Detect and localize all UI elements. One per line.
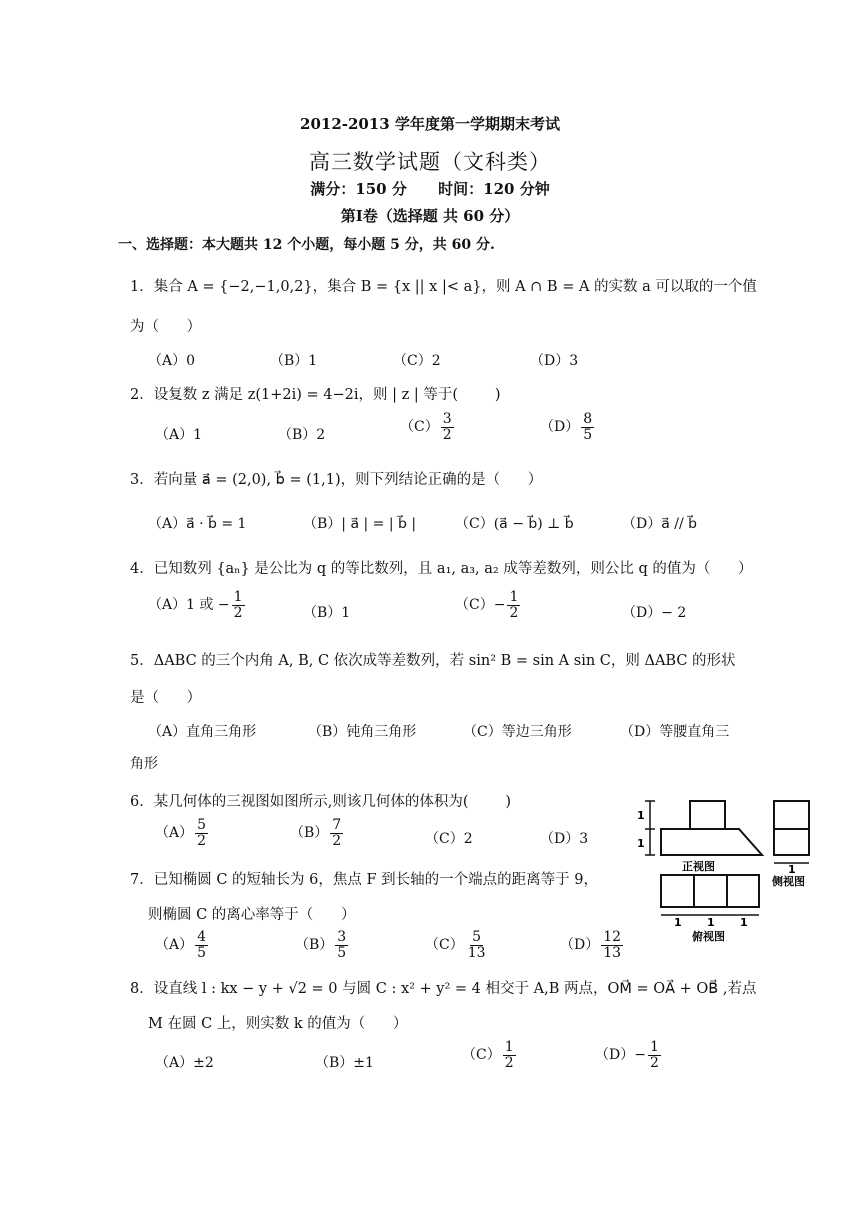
q4-option-a-label: （A）1 或 − bbox=[148, 597, 230, 614]
fraction-denominator: 5 bbox=[197, 944, 207, 961]
fraction-denominator: 2 bbox=[442, 426, 452, 443]
three-view-figure bbox=[634, 795, 814, 945]
q2-option-d-label: （D） bbox=[540, 419, 580, 436]
q5-option-c: （C）等边三角形 bbox=[463, 724, 572, 740]
q2-option-d-fraction bbox=[581, 412, 594, 442]
fraction-denominator: 2 bbox=[504, 1054, 514, 1071]
q6-option-b-fraction bbox=[330, 818, 343, 848]
section-heading: 一、选择题：本大题共 12 个小题，每小题 5 分，共 60 分. bbox=[118, 237, 495, 253]
fraction-numerator: 8 bbox=[583, 411, 593, 427]
fraction-numerator: 3 bbox=[442, 411, 452, 427]
q8-option-b: （B）±1 bbox=[315, 1055, 374, 1071]
q6-option-b bbox=[290, 818, 345, 848]
q8-option-c-label: （C） bbox=[462, 1047, 501, 1064]
fraction-numerator: 1 bbox=[649, 1039, 659, 1055]
q8-option-d-label: （D）− bbox=[595, 1047, 646, 1064]
q6-option-b-label: （B） bbox=[290, 825, 329, 842]
front-view-label: 正视图 bbox=[682, 860, 715, 873]
q5-option-d: （D）等腰直角三 bbox=[620, 724, 730, 740]
q6-stem: 6．某几何体的三视图如图所示,则该几何体的体积为( ) bbox=[130, 794, 512, 810]
fraction-numerator: 12 bbox=[603, 929, 622, 945]
q7-option-d-label: （D） bbox=[560, 937, 600, 954]
q2-option-b: （B）2 bbox=[278, 427, 326, 443]
q2-option-d bbox=[540, 412, 596, 442]
q6-option-a-fraction bbox=[195, 818, 208, 848]
q8-option-d-fraction bbox=[648, 1040, 661, 1070]
fraction-denominator: 5 bbox=[583, 426, 593, 443]
fraction-denominator: 2 bbox=[197, 832, 207, 849]
q6-option-c: （C）2 bbox=[425, 831, 473, 847]
fraction-numerator: 1 bbox=[504, 1039, 514, 1055]
fraction-denominator: 13 bbox=[467, 944, 486, 961]
fraction-denominator: 2 bbox=[509, 604, 519, 621]
q8-stem-line2: M 在圆 C 上，则实数 k 的值为（ ） bbox=[148, 1016, 408, 1032]
volume-title: 第Ⅰ卷（选择题 共 60 分） bbox=[340, 207, 520, 225]
q5-option-a: （A）直角三角形 bbox=[148, 724, 257, 740]
q2-option-c bbox=[400, 412, 456, 442]
q2-option-c-fraction bbox=[441, 412, 454, 442]
top-dim-label-1: 1 bbox=[674, 916, 682, 929]
top-view-label: 俯视图 bbox=[692, 930, 725, 943]
q4-option-c-label: （C）− bbox=[455, 597, 506, 614]
q7-stem-line2: 则椭圆 C 的离心率等于（ ） bbox=[148, 907, 356, 923]
fraction-numerator: 1 bbox=[509, 589, 519, 605]
q7-option-c bbox=[425, 930, 490, 960]
q6-option-d: （D）3 bbox=[540, 831, 589, 847]
score-time: 满分：150 分 时间：120 分钟 bbox=[310, 180, 550, 198]
q4-stem: 4．已知数列 {aₙ} 是公比为 q 的等比数列，且 a₁, a₃, a₂ 成等差数列，则公比 q 的值为（ ） bbox=[130, 561, 753, 577]
q7-option-b bbox=[295, 930, 350, 960]
q4-option-c-fraction bbox=[507, 590, 520, 620]
fraction-denominator: 2 bbox=[233, 604, 243, 621]
fraction-numerator: 1 bbox=[233, 589, 243, 605]
q8-option-d bbox=[595, 1040, 663, 1070]
top-dim-label-2: 1 bbox=[707, 916, 715, 929]
q2-stem: 2．设复数 z 满足 z(1+2i) = 4−2i，则 | z | 等于( ) bbox=[130, 387, 501, 403]
q3-option-c: （C）(a⃗ − b⃗) ⊥ b⃗ bbox=[455, 516, 574, 532]
q5-stem-line1: 5．ΔABC 的三个内角 A, B, C 依次成等差数列，若 sin² B = sin A sin C，则 ΔABC 的形状 bbox=[130, 653, 736, 669]
fraction-numerator: 5 bbox=[472, 929, 482, 945]
q4-option-a bbox=[148, 590, 247, 620]
fraction-numerator: 5 bbox=[197, 817, 207, 833]
fraction-denominator: 2 bbox=[649, 1054, 659, 1071]
front-dim-label-top: 1 bbox=[637, 809, 645, 822]
q7-option-c-label: （C） bbox=[425, 937, 464, 954]
q1-stem-line2: 为（ ） bbox=[130, 319, 202, 335]
q7-option-a-label: （A） bbox=[155, 937, 194, 954]
q3-option-b: （B）| a⃗ | = | b⃗ | bbox=[303, 516, 417, 532]
q7-option-b-label: （B） bbox=[295, 937, 334, 954]
q7-option-a-fraction bbox=[195, 930, 208, 960]
fraction-denominator: 2 bbox=[332, 832, 342, 849]
fraction-denominator: 5 bbox=[337, 944, 347, 961]
q2-option-a: （A）1 bbox=[155, 427, 203, 443]
q1-option-a: （A）0 bbox=[148, 353, 196, 369]
q2-option-c-label: （C） bbox=[400, 419, 439, 436]
q8-option-c-fraction bbox=[503, 1040, 516, 1070]
q7-option-c-fraction bbox=[466, 930, 488, 960]
fraction-numerator: 7 bbox=[332, 817, 342, 833]
q7-option-a bbox=[155, 930, 210, 960]
q3-stem: 3．若向量 a⃗ = (2,0), b⃗ = (1,1)，则下列结论正确的是（ ） bbox=[130, 472, 543, 488]
q7-stem-line1: 7．已知椭圆 C 的短轴长为 6，焦点 F 到长轴的一个端点的距离等于 9， bbox=[130, 872, 598, 888]
front-view-drawing bbox=[645, 801, 762, 855]
front-dim-label-bottom: 1 bbox=[637, 837, 645, 850]
exam-title: 2012-2013 学年度第一学期期末考试 bbox=[300, 115, 560, 133]
q1-option-b: （B）1 bbox=[270, 353, 318, 369]
q1-option-c: （C）2 bbox=[393, 353, 441, 369]
q5-stem-line2: 是（ ） bbox=[130, 690, 202, 706]
q4-option-b: （B）1 bbox=[303, 605, 351, 621]
top-view-drawing bbox=[661, 875, 759, 915]
q8-option-a: （A）±2 bbox=[155, 1055, 214, 1071]
q7-option-b-fraction bbox=[335, 930, 348, 960]
q4-option-c bbox=[455, 590, 522, 620]
subject-title: 高三数学试题（文科类） bbox=[309, 150, 551, 174]
side-view-drawing bbox=[774, 801, 809, 863]
fraction-numerator: 4 bbox=[197, 929, 207, 945]
q1-stem-line1: 1．集合 A = {−2,−1,0,2}，集合 B = {x || x |< a}，则 A ∩ B = A 的实数 a 可以取的一个值 bbox=[130, 279, 757, 295]
q3-option-d: （D）a⃗ // b⃗ bbox=[622, 516, 698, 532]
q3-option-a: （A）a⃗ · b⃗ = 1 bbox=[148, 516, 247, 532]
q8-option-c bbox=[462, 1040, 518, 1070]
q7-option-d-fraction bbox=[601, 930, 623, 960]
q4-option-d: （D）− 2 bbox=[622, 605, 687, 621]
q7-option-d bbox=[560, 930, 625, 960]
top-dim-label-3: 1 bbox=[740, 916, 748, 929]
q5-option-d-overflow: 角形 bbox=[130, 756, 158, 772]
fraction-numerator: 3 bbox=[337, 929, 347, 945]
q5-option-b: （B）钝角三角形 bbox=[308, 724, 417, 740]
q6-option-a bbox=[155, 818, 210, 848]
q1-option-d: （D）3 bbox=[530, 353, 579, 369]
q6-option-a-label: （A） bbox=[155, 825, 194, 842]
q8-stem-line1: 8．设直线 l : kx − y + √2 = 0 与圆 C : x² + y² = 4 相交于 A,B 两点，OM⃗ = OA⃗ + OB⃗ ,若点 bbox=[130, 981, 757, 997]
side-dim-label: 1 bbox=[788, 863, 796, 876]
fraction-denominator: 13 bbox=[603, 944, 622, 961]
q4-option-a-fraction bbox=[232, 590, 245, 620]
side-view-label: 侧视图 bbox=[772, 875, 805, 888]
